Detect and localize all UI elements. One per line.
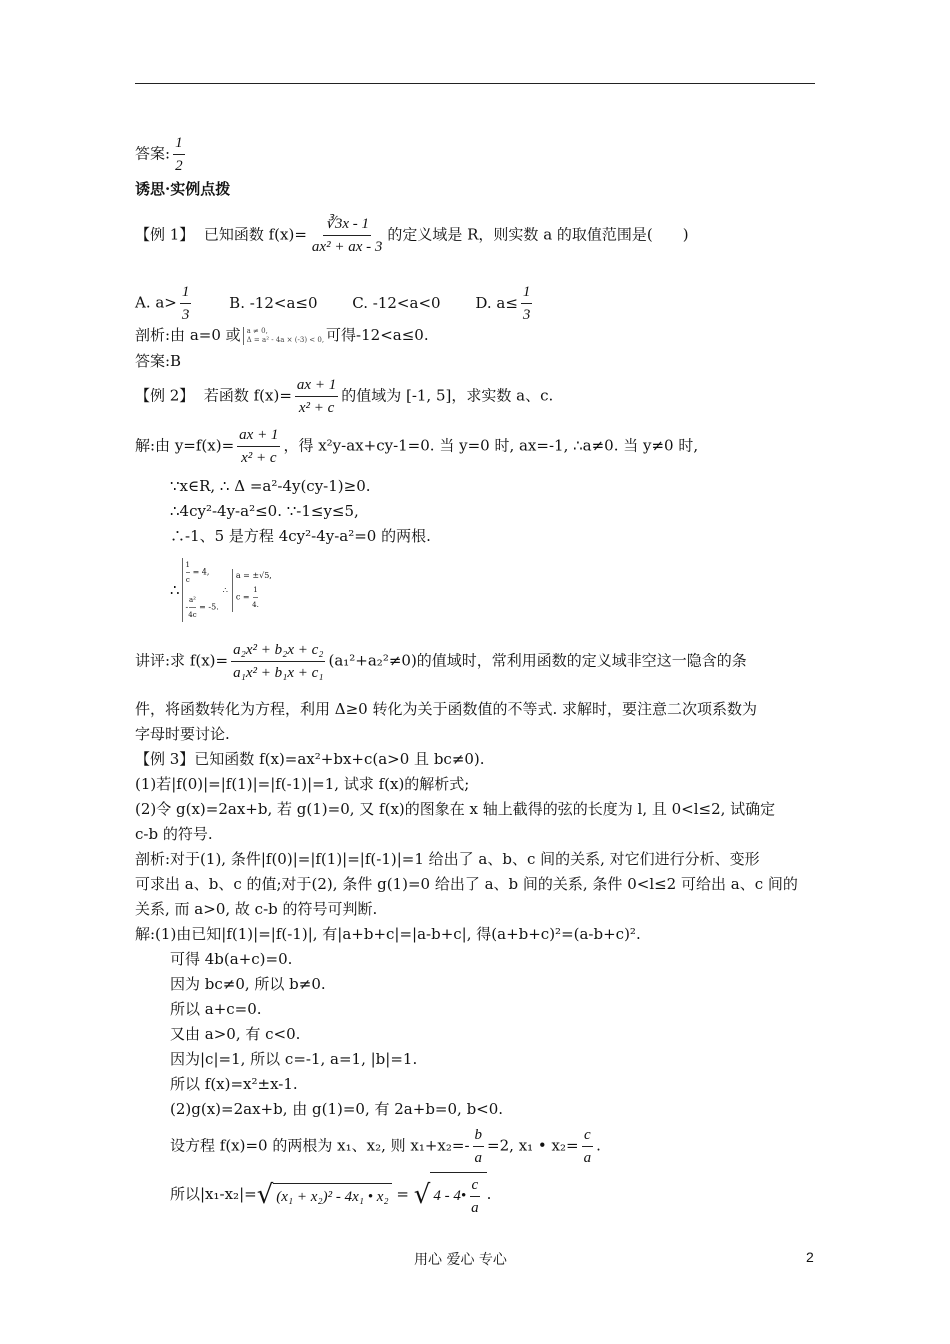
example-3-title: 【例 3】已知函数 f(x)=ax²+bx+c(a>0 且 bc≠0).	[135, 750, 485, 768]
example-3-solution-9: 设方程 f(x)=0 的两根为 x₁、x₂, 则 x₁+x₂=- $\frac{b}{a}$ =2, x₁ • x₂= $\frac{c}{a}$ .	[170, 1127, 601, 1166]
example-3-solution-5: 又由 a>0, 有 c<0.	[170, 1025, 301, 1043]
example-3-q2b: c-b 的符号.	[135, 825, 213, 843]
sqrt-expression-1: √ (x₁ + x₂)² - 4x₁ • x₂	[257, 1182, 392, 1208]
comment-line-1: 讲评:求 f(x)= $\frac{\text{a₂x² + b₂x + c₂}}{\text{a₁x² + b₁x + c₁}}$ (a₁²+a₂²≠0)的值域时，常利用函数的定义域非空这一隐含的条	[135, 642, 747, 681]
example-3-analysis-1: 剖析:对于(1), 条件|f(0)|=|f(1)|=|f(-1)|=1 给出了 a、b、c 间的关系, 对它们进行分析、变形	[135, 850, 760, 868]
answer-line	[135, 133, 188, 176]
example-1-options: A. a> $\frac{1}{3}$ B. -12<a≤0 C. -12<a<0 D. a≤ $\frac{1}{3}$	[135, 284, 531, 323]
example-3-analysis-2: 可求出 a、b、c 的值;对于(2), 条件 g(1)=0 给出了 a、b 间的关系, 条件 0<l≤2 可给出 a、c 间的	[135, 875, 798, 893]
example-3-solution-6: 因为|c|=1, 所以 c=-1, a=1, |b|=1.	[170, 1050, 418, 1068]
example-1-fraction: $\frac{∛3x - 1}{\text{ax² + ax - 3}}$	[311, 216, 383, 255]
system-brace-left: $\frac{1}{c}$ = 4, - $\frac{\text{a²}}{4c}$ = -5.	[182, 558, 219, 622]
example-3-solution-1: 解:(1)由已知|f(1)|=|f(-1)|, 有|a+b+c|=|a-b+c|, 得(a+b+c)²=(a-b+c)².	[135, 925, 641, 943]
system-brace-right: a = ±√5, c = $\frac{1}{4.}$	[232, 569, 272, 612]
header-rule	[135, 83, 815, 84]
page-number: 2	[806, 1249, 814, 1265]
example-3-solution-3: 因为 bc≠0, 所以 b≠0.	[170, 975, 326, 993]
example-1-analysis: 剖析:由 a=0 或 a ≠ 0, Δ = a² - 4a × (-3) < 0, 可得-12<a≤0.	[135, 326, 429, 344]
example-2-solution: 解:由 y=f(x)= $\frac{ax + 1}{\text{x² + c}}$ ，得 x²y-ax+cy-1=0. 当 y=0 时, ax=-1, ∴a≠0. 当 y≠0 时,	[135, 427, 699, 466]
example-3-solution-7: 所以 f(x)=x²±x-1.	[170, 1075, 298, 1093]
example-1-answer: 答案:B	[135, 352, 182, 370]
example-3-solution-8: (2)g(x)=2ax+b, 由 g(1)=0, 有 2a+b=0, b<0.	[170, 1100, 504, 1118]
example-3-solution-10: 所以|x₁-x₂|= √ (x₁ + x₂)² - 4x₁ • x₂ = √ 4 - 4• $\frac{c}{a}$ .	[170, 1172, 491, 1218]
example-2-question: 【例 2】 若函数 f(x)= $\frac{ax + 1}{\text{x² + c}}$ 的值域为 [-1, 5]，求实数 a、c.	[135, 377, 554, 416]
example-2-step-2: ∴4cy²-4y-a²≤0. ∵-1≤y≤5,	[170, 502, 359, 520]
page-footer: 用心 爱心 专心	[414, 1252, 507, 1268]
sqrt-expression-2: √ 4 - 4• $\frac{c}{a}$	[414, 1172, 487, 1218]
comment-line-3: 字母时要讨论.	[135, 725, 230, 743]
example-2-step-3: ∴-1、5 是方程 4cy²-4y-a²=0 的两根.	[170, 527, 431, 545]
example-2-system: ∴ $\frac{1}{c}$ = 4, - $\frac{\text{a²}}{4c}$ = -5. ∴ a = ±√5, c = $\frac{1}{4.}$	[170, 558, 274, 622]
example-1-question: 【例 1】 已知函数 f(x)= $\frac{∛3x - 1}{\text{ax² + ax - 3}}$ 的定义域是 R，则实数 a 的取值范围是( )	[135, 216, 689, 255]
example-3-solution-4: 所以 a+c=0.	[170, 1000, 262, 1018]
example-3-q1: (1)若|f(0)|=|f(1)|=|f(-1)|=1, 试求 f(x)的解析式;	[135, 775, 470, 793]
condition-brace: a ≠ 0, Δ = a² - 4a × (-3) < 0,	[243, 327, 324, 345]
answer-label: 答案:	[135, 144, 171, 163]
section-title: 诱思·实例点拨	[135, 180, 231, 198]
comment-line-2: 件，将函数转化为方程，利用 Δ≥0 转化为关于函数值的不等式. 求解时，要注意二次项系数为	[135, 700, 758, 718]
example-3-q2a: (2)令 g(x)=2ax+b, 若 g(1)=0, 又 f(x)的图象在 x 轴上截得的弦的长度为 l, 且 0<l≤2, 试确定	[135, 800, 776, 818]
answer-fraction: $\frac{1}{2}$	[175, 135, 183, 174]
example-3-solution-2: 可得 4b(a+c)=0.	[170, 950, 293, 968]
example-2-step-1: ∵x∈R, ∴ Δ =a²-4y(cy-1)≥0.	[170, 477, 371, 495]
example-3-analysis-3: 关系, 而 a>0, 故 c-b 的符号可判断.	[135, 900, 378, 918]
